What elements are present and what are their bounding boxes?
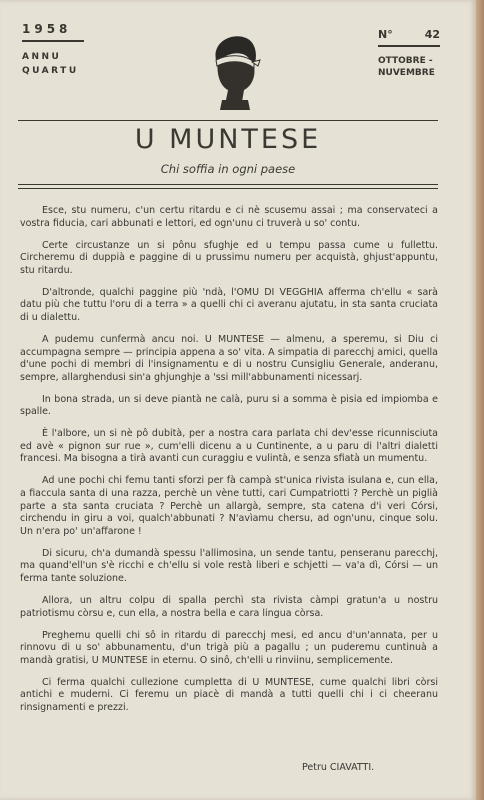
paragraph: In bona strada, un si deve piantà ne calà, puru si a somma è pisia ed impiomba e spalle. <box>20 393 438 418</box>
paragraph: D'altronde, qualchi paggine più 'ndà, l'OMU DI VEGGHIA afferma ch'ellu « sarà datu più che tuttu l'oru di a terra » a quelli chi ci averanu ajutatu, in sta santa cruciata di u dialettu. <box>20 286 438 323</box>
number-label: N° <box>378 28 393 41</box>
masthead-rule-top <box>18 120 438 121</box>
moor-head-icon <box>202 30 262 116</box>
paragraph: Allora, un altru colpu di spalla perchì sta rivista càmpi gratun'a u nostru patriotismu còrsu e, cun ella, a nostra bella e cara lingua còrsa. <box>20 594 438 619</box>
year-rule <box>22 40 84 42</box>
quartu-label: QUARTU <box>22 66 79 76</box>
header-right <box>378 28 440 79</box>
paragraph: Certe circustanze un si pônu sfughje ed u tempu passa cume u fullettu. Circheremu di duppià e paggine di u prussimu numeru per acquistà, ghjust'appuntu, stu ritardu. <box>20 239 438 276</box>
annu-label: ANNU <box>22 52 62 62</box>
paragraph: Ci ferma qualchi cullezione cumpletta di U MUNTESE, cume qualchi libri còrsi antichi e muderni. Ci feremu un piacè di mandà a tutti quelli chi i ci cheeranu rinsignamenti e prezzi. <box>20 676 438 713</box>
article-body <box>20 205 438 724</box>
masthead-rule-bottom-1 <box>18 184 438 185</box>
paragraph: Preghemu quelli chi sô in ritardu di parecchj mesi, ed ancu d'un'annata, per u rinnovu di u so' abbunamentu, d'un trigà più a pagallu ; un puderemu cuntinuà a mandà gratisi, U MUNTESE in eternu. O sinô, ch'elli u rinviinu, semplicemente. <box>20 629 438 666</box>
month-line-2: NUVEMBRE <box>378 68 435 78</box>
paragraph: È l'albore, un si nè pô dubità, per a nostra cara parlata chi dev'esse ricunnisciuta ed avè « pignon sur rue », cum'elli dicenu a u Cuntinente, a u paru di l'altri dialetti francesi. Ma bisogna a tirà avanti cun curaggiu e vulintà, e senza sfiatà un mumentu. <box>20 428 438 465</box>
author-signature: Petru CIAVATTI. <box>302 762 375 773</box>
page-edge <box>476 0 484 800</box>
month-line-1: OTTOBRE - <box>378 56 433 66</box>
issue-number: 42 <box>424 28 440 41</box>
masthead-rule-bottom-2 <box>18 188 438 189</box>
paragraph: Di sicuru, ch'a dumandà spessu l'allimosina, un sende tantu, penseranu parecchj, ma quand'ell'un s'è ricchi e ch'ellu si vole restà liberi e schjetti — va'a dì, Córsi — un ferma tante soluzione. <box>20 547 438 584</box>
paragraph: Ad une pochi chi femu tanti sforzi per fà campà st'unica rivista isulana e, cun ella, a fiaccula santa di una razza, perchè un vène tutti, cari Cumpatriotti ? Perchè un piglià parte a sta santa cruciata ? Perchè un allargà, sempre, sta catena d'i veri Córsi, circhendu in giru a voi, qualch'abbunati ? N'avìamu chersu, ad ogn'unu, cinque solu. Un n'era po' un'affarone ! <box>20 475 438 537</box>
masthead-title: U MUNTESE <box>134 124 322 155</box>
masthead-subtitle: Chi soffia in ogni paese <box>160 162 296 176</box>
year: 1958 <box>22 22 72 36</box>
header-left <box>22 22 84 78</box>
number-rule <box>378 45 440 47</box>
paragraph: Esce, stu numeru, c'un certu ritardu e ci nè scusemu assai ; ma conservateci a vostra fiducia, cari abbunati e lettori, ed ogn'unu ci truverà u so' contu. <box>20 205 438 229</box>
paragraph: A pudemu cunfermà ancu noi. U MUNTESE — almenu, a speremu, si Diu ci accumpagna sempre — principia appena a so' vita. A simpatia di parecchj amici, quella d'une pochi di membri di l'insignamentu e di u nostru Cunsigliu Generale, anderanu, sempre, allarghendusi sin'a ghjunghje a 'ssi mill'abbunamenti nicessarj. <box>20 333 438 383</box>
issue-number-row <box>378 28 440 41</box>
